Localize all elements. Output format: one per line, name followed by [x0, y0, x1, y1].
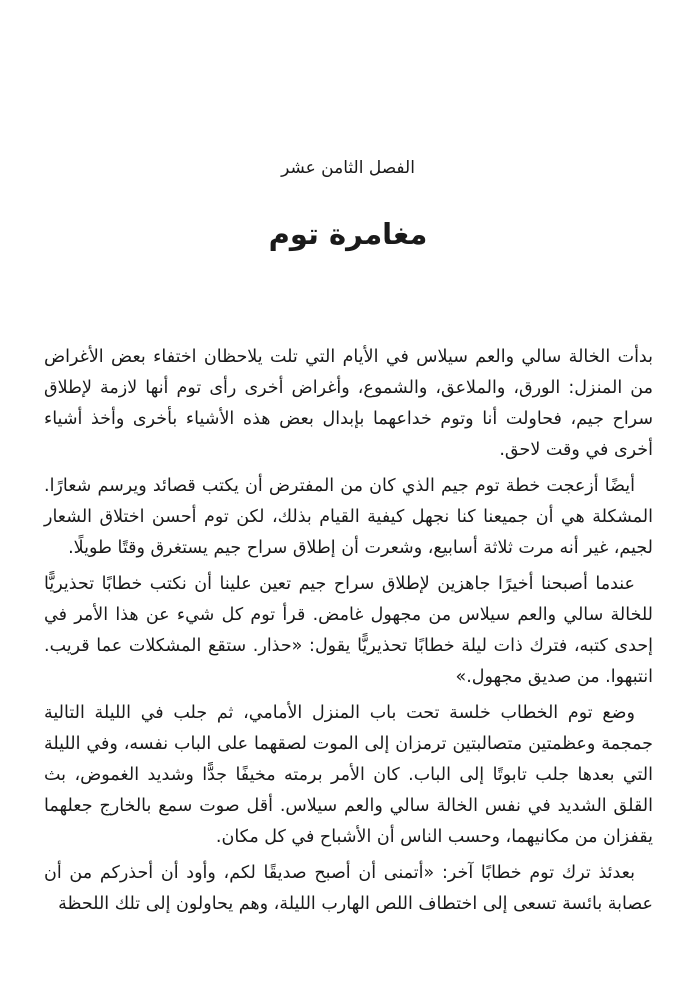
chapter-number: الفصل الثامن عشر: [281, 158, 415, 178]
paragraph: أيضًا أزعجت خطة توم جيم الذي كان من المفترض أن يكتب قصائد ويرسم شعارًا. المشكلة هي أن جميعنا كنا نجهل كيفية القيام بذلك، لكن توم أحسن اختلاق الشعار لجيم، غير أنه مرت ثلاثة أسابيع، وشعرت أن إطلاق سراح جيم يستغرق وقتًا طويلًا.: [44, 476, 653, 558]
paragraph: وضع توم الخطاب خلسة تحت باب المنزل الأمامي، ثم جلب في الليلة التالية جمجمة وعظمتين متصالبتين ترمزان إلى الموت لصقهما على الباب نفسه، وفي الليلة التي بعدها جلب تابوتًا إلى الباب. كان الأمر برمته مخيفًا جدًّا وشديد الغموض، بث القلق الشديد في نفس الخالة سالي والعم سيلاس. أقل صوت سمع بالخارج جعلهما يقفزان من مكانيهما، وحسب الناس أن الأشباح في كل مكان.: [44, 703, 653, 847]
chapter-body: [44, 342, 653, 925]
paragraph: عندما أصبحنا أخيرًا جاهزين لإطلاق سراح جيم تعين علينا أن نكتب خطابًا تحذيريًّا للخالة سالي والعم سيلاس من مجهول غامض. قرأ توم كل شيء عن هذا الأمر في إحدى كتبه، فترك ذات ليلة خطابًا تحذيريًّا يقول: «حذار. ستقع المشكلات عما قريب. انتبهوا. من صديق مجهول.»: [44, 574, 653, 687]
paragraph: بعدئذ ترك توم خطابًا آخر: «أتمنى أن أصبح صديقًا لكم، وأود أن أحذركم من أن عصابة بائسة تسعى إلى اختطاف اللص الهارب الليلة، وهم يحاولون إلى تلك اللحظة: [44, 863, 653, 914]
chapter-title: مغامرة توم: [268, 217, 428, 251]
paragraph: بدأت الخالة سالي والعم سيلاس في الأيام التي تلت يلاحظان اختفاء بعض الأغراض من المنزل: الورق، والملاعق، والشموع، وأغراض أخرى رأى توم أنها لازمة لإطلاق سراح جيم، فحاولت أنا وتوم خداعهما بإبدال بعض هذه الأشياء بأخرى وأخذ أشياء أخرى في وقت لاحق.: [44, 347, 653, 460]
